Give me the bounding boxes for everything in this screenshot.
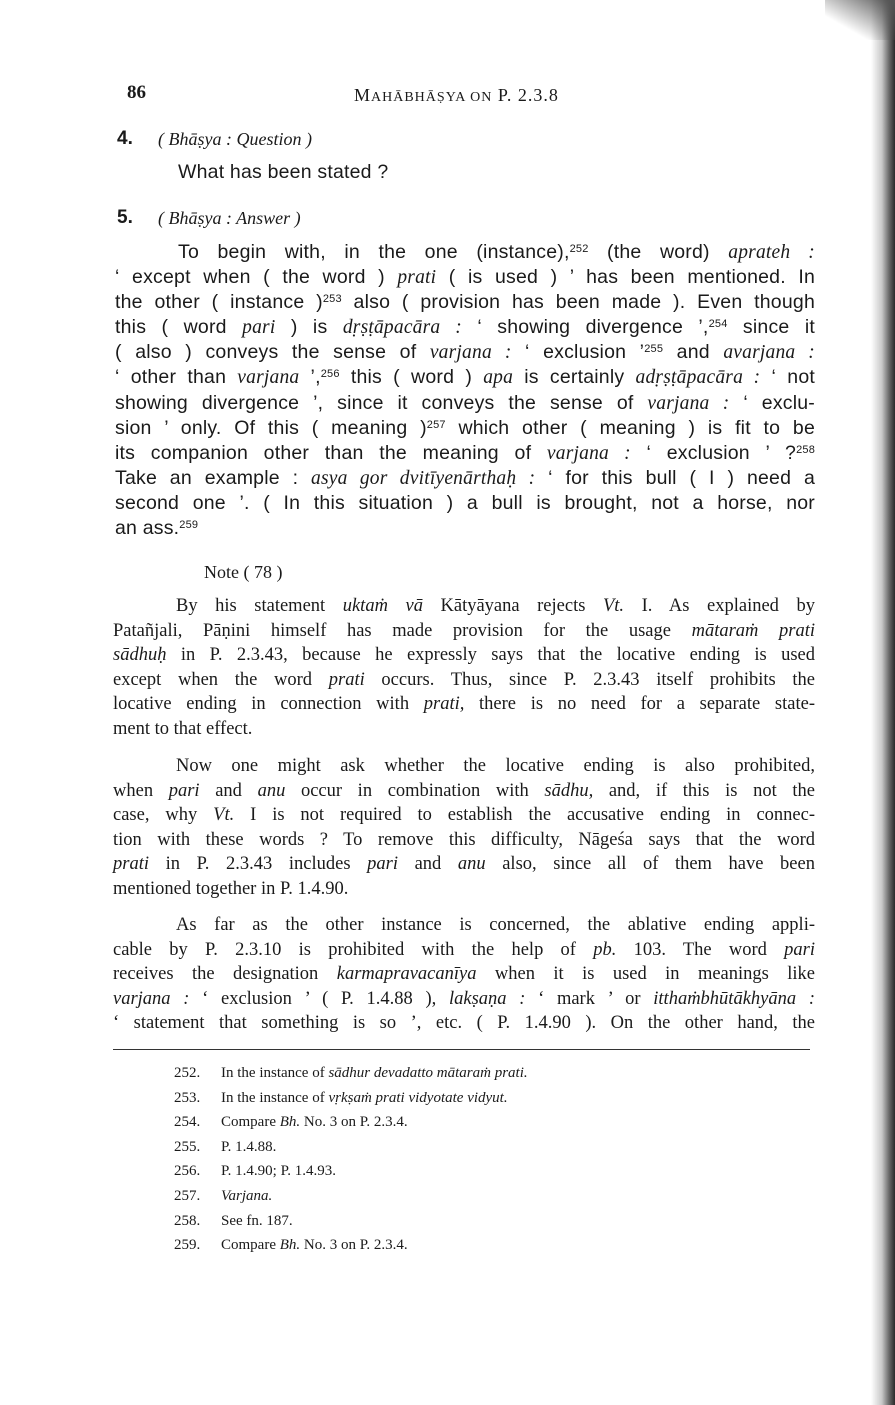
section-4-text: What has been stated ?	[178, 161, 389, 183]
footnote-ref-254: 254	[708, 318, 728, 331]
footnote-ref-258: 258	[796, 443, 816, 456]
footnote-divider	[113, 1049, 810, 1050]
section-4-number: 4.	[117, 128, 133, 149]
section-4-heading: ( Bhāṣya : Question )	[158, 129, 312, 149]
running-head: MAHĀBHĀṢYA ON P. 2.3.8	[354, 85, 559, 105]
footnote-ref-255: 255	[644, 343, 664, 356]
footnote-252: 252. In the instance of sādhur devadatto mātaraṁ prati.	[174, 1065, 528, 1081]
footnote-256: 256. P. 1.4.90; P. 1.4.93.	[174, 1163, 337, 1180]
footnote-259: 259. Compare Bh. No. 3 on P. 2.3.4.	[174, 1237, 408, 1254]
footnote-ref-259: 259	[179, 519, 199, 532]
section-5-number: 5.	[117, 207, 133, 228]
footnote-ref-257: 257	[426, 418, 446, 431]
footnote-ref-253: 253	[322, 293, 342, 306]
footnote-ref-252: 252	[569, 243, 589, 255]
footnote-258: 258. See fn. 187.	[174, 1212, 293, 1229]
footnotes	[174, 1061, 528, 1258]
footnote-254: 254. Compare Bh. No. 3 on P. 2.3.4.	[174, 1114, 408, 1131]
note-title: Note ( 78 )	[204, 562, 283, 582]
note-paragraph-1: By his statement uktaṁ vā Kātyāyana rejects Vt. I. As explained by Patañjali, Pāṇini himself has made provision for the usage mātaraṁ prati sādhuḥ in P. 2.3.43, because he expressly says that the locative ending is used except when the word prati occurs. Thus, since P. 2.3.43 itself prohibits the locative ending in connection with prati, there is no need for a separate state- ment to that effect.	[113, 596, 815, 739]
page-corner-shadow	[825, 0, 895, 40]
footnote-253: 253. In the instance of vṛkṣaṁ prati vidyotate vidyut.	[174, 1089, 508, 1106]
section-5-heading: ( Bhāṣya : Answer )	[158, 208, 301, 228]
note-paragraph-3: As far as the other instance is concerned, the ablative ending appli- cable by P. 2.3.10 is prohibited with the help of pb. 103. The word pari receives the designation karmapravacanīya when it is used in meanings like varjana : ‘ exclusion ’ ( P. 1.4.88 ), lakṣaṇa : ‘ mark ’ or itthaṁbhūtākhyāna : ‘ statement that something is so ’, etc. ( P. 1.4.90 ). On the other hand, the	[113, 915, 815, 1033]
footnote-ref-256: 256	[320, 368, 340, 381]
footnote-257: 257. Varjana.	[174, 1187, 273, 1204]
section-5-text: To begin with, in the one (instance),$^{252}$ (the word) aprateh : ‘ except when ( the word ) prati ( is used ) ’ has been mentioned. In the other ( instance )$^{253}$ also ( provision has been made ). Even though this ( word pari ) is dṛṣṭāpacāra : ‘ showing divergence ’,$^{254}$ since it ( also ) conveys the sense of varjana : ‘ exclusion ’$^{255}$ and avarjana : ‘ other than varjana ’,$^{256}$ this ( word ) apa is certainly adṛṣṭāpacāra : ‘ not showing divergence ’, since it conveys the sense of varjana : ‘ exclu- sion ’ only. Of this ( meaning )$^{257}$ which other ( meaning ) is fit to be its companion other than the meaning of varjana : ‘ exclusion ’ ?$^{258}$ Take an example : asya gor dvitīyenārthaḥ : ‘ for this bull ( I ) need a second one ’. ( In this situation ) a bull is brought, not a horse, nor an ass.$^{259}$	[115, 241, 816, 540]
note-paragraph-2: Now one might ask whether the locative ending is also prohibited, when pari and anu occur in combination with sādhu, and, if this is not the case, why Vt. I is not required to establish the accusative ending in connec- tion with these words ? To remove this difficulty, Nāgeśa says that the word prati in P. 2.3.43 includes pari and anu also, since all of them have been mentioned together in P. 1.4.90.	[113, 756, 815, 899]
page-number: 86	[127, 82, 146, 103]
page-edge-shadow	[871, 0, 895, 1405]
footnote-255: 255. P. 1.4.88.	[174, 1138, 277, 1155]
